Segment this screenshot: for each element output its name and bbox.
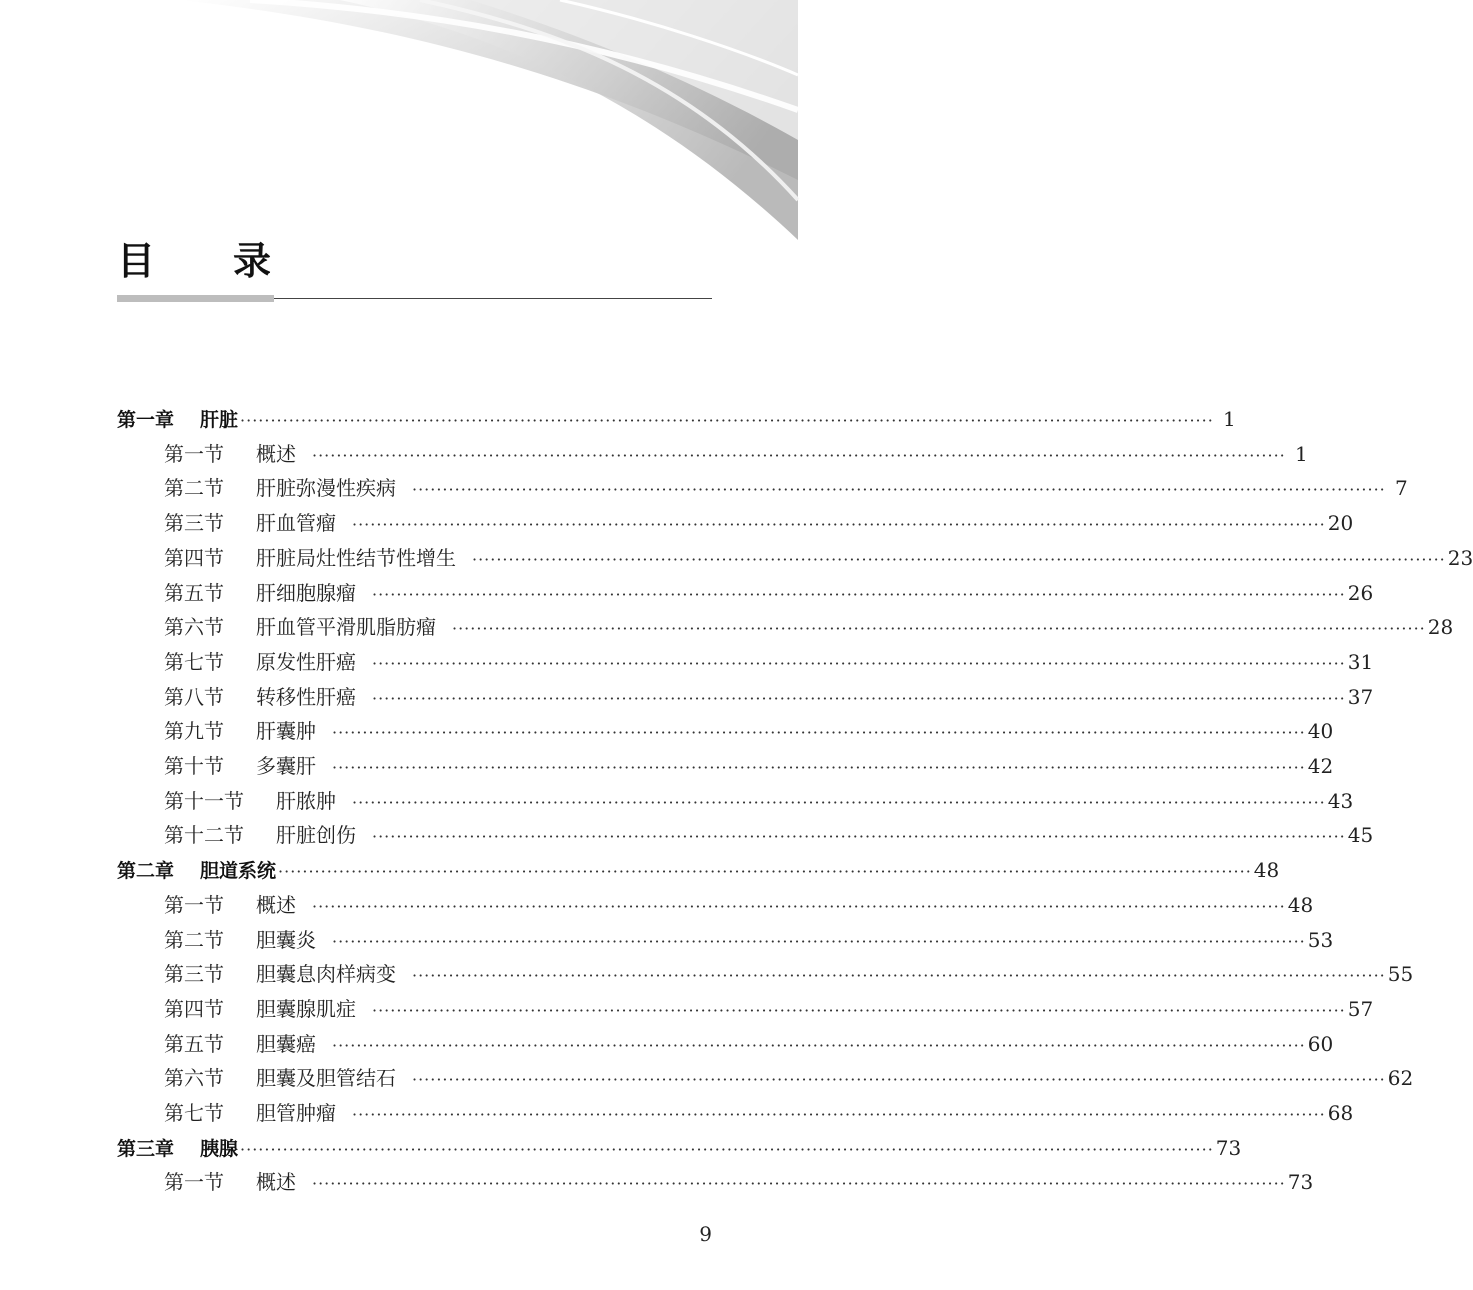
dot-leader: ································································································································································ (412, 966, 1386, 986)
toc-section-entry (164, 784, 1354, 818)
toc-section-entry (164, 645, 1374, 679)
toc-section-entry (164, 610, 1454, 644)
section-heading (164, 576, 370, 610)
toc-page-number: 48 (1287, 892, 1314, 917)
toc-page-number: 48 (1253, 858, 1280, 883)
section-title: 概述 (256, 1170, 296, 1195)
dot-leader: ································································································································································ (372, 827, 1346, 847)
toc-section-entry (164, 957, 1414, 991)
section-title: 肝血管平滑肌脂肪瘤 (256, 615, 436, 640)
toc-page-number: 31 (1347, 649, 1374, 674)
section-number: 第十二节 (164, 823, 244, 848)
toc-page-number: 37 (1347, 684, 1374, 709)
chapter-heading (117, 854, 276, 888)
section-heading (164, 818, 370, 852)
section-number: 第七节 (164, 649, 224, 674)
toc-page-number: 40 (1307, 719, 1334, 744)
section-title: 肝脏局灶性结节性增生 (256, 545, 456, 570)
section-title: 胆囊癌 (256, 1031, 316, 1056)
toc-section-entry (164, 1061, 1414, 1095)
section-heading (164, 541, 470, 575)
chapter-heading (117, 1132, 238, 1166)
dot-leader: ································································································································································ (240, 1139, 1214, 1159)
section-number: 第六节 (164, 1066, 224, 1091)
toc-page-number: 1 (1295, 441, 1308, 466)
section-number: 第三节 (164, 511, 224, 536)
toc-page-number: 62 (1387, 1066, 1414, 1091)
toc-page-number: 68 (1327, 1101, 1354, 1125)
dot-leader: ································································································································································ (332, 723, 1306, 743)
section-title: 胆囊炎 (256, 927, 316, 952)
toc-section-entry (164, 749, 1334, 783)
dot-leader: ································································································································································ (312, 445, 1286, 465)
section-number: 第四节 (164, 545, 224, 570)
section-number: 第六节 (164, 615, 224, 640)
dot-leader: ································································································································································ (332, 758, 1306, 777)
toc-section-entry (164, 714, 1334, 748)
dot-leader: ································································································································································ (372, 688, 1346, 708)
section-title: 胆囊腺肌症 (256, 996, 356, 1021)
toc-chapter-entry (117, 402, 1236, 436)
toc-page-number: 7 (1395, 476, 1408, 501)
dot-leader: ································································································································································ (332, 1035, 1306, 1055)
section-number: 第一节 (164, 892, 224, 917)
toc-section-entry (164, 576, 1374, 610)
chapter-heading (117, 403, 238, 437)
toc-page-number: 23 (1447, 545, 1473, 570)
dot-leader: ································································································································································ (352, 515, 1326, 535)
toc-section-entry (164, 471, 1408, 505)
toc-page-number: 73 (1215, 1135, 1242, 1160)
dot-leader: ································································································································································ (412, 480, 1386, 500)
dot-leader: ································································································································································ (372, 584, 1346, 604)
section-heading (164, 1096, 350, 1130)
section-title: 肝囊肿 (256, 719, 316, 744)
toc-page-number: 20 (1327, 511, 1354, 536)
section-title: 肝脓肿 (276, 788, 336, 813)
page-number: 9 (699, 1222, 712, 1246)
section-heading (164, 992, 370, 1026)
section-title: 肝血管瘤 (256, 511, 336, 536)
section-title: 胆囊及胆管结石 (256, 1066, 396, 1091)
toc-chapter-entry (117, 853, 1280, 887)
section-heading (164, 923, 330, 957)
chapter-number: 第一章 (117, 409, 175, 431)
toc-page-number: 43 (1327, 788, 1354, 813)
toc-section-entry (164, 437, 1308, 471)
section-title: 转移性肝癌 (256, 684, 356, 709)
section-title: 肝脏弥漫性疾病 (256, 476, 396, 501)
section-number: 第五节 (164, 580, 224, 605)
section-heading (164, 1061, 410, 1095)
toc-page-number: 26 (1347, 580, 1374, 605)
section-number: 第一节 (164, 441, 224, 466)
chapter-title: 肝脏 (200, 409, 239, 431)
toc-section-entry (164, 818, 1374, 852)
chapter-number: 第二章 (117, 860, 175, 883)
section-heading (164, 610, 450, 644)
section-heading (164, 749, 330, 783)
dot-leader: ································································································································································ (372, 1000, 1346, 1020)
section-heading (164, 888, 310, 922)
section-number: 第三节 (164, 962, 224, 987)
section-number: 第四节 (164, 996, 224, 1021)
section-heading (164, 1165, 310, 1199)
section-number: 第九节 (164, 719, 224, 744)
section-number: 第二节 (164, 476, 224, 501)
toc-page-number: 45 (1347, 823, 1374, 848)
section-number: 第八节 (164, 684, 224, 709)
toc-section-entry (164, 541, 1473, 575)
toc-section-entry (164, 1165, 1314, 1199)
dot-leader: ································································································································································ (240, 411, 1214, 430)
toc-section-entry (164, 992, 1374, 1026)
toc-page-number: 28 (1427, 615, 1454, 640)
section-heading (164, 957, 410, 991)
section-heading (164, 680, 370, 714)
toc-page-number: 53 (1307, 927, 1334, 952)
dot-leader: ································································································································································ (372, 653, 1346, 673)
toc-section-entry (164, 1096, 1354, 1130)
section-title: 概述 (256, 441, 296, 466)
section-title: 胆管肿瘤 (256, 1101, 336, 1125)
section-heading (164, 506, 350, 540)
toc-section-entry (164, 1027, 1334, 1061)
section-heading (164, 645, 370, 679)
section-number: 第十一节 (164, 788, 244, 813)
dot-leader: ································································································································································ (332, 931, 1306, 951)
section-title: 多囊肝 (256, 754, 316, 778)
dot-leader: ································································································································································ (452, 619, 1426, 639)
title-char: 录 (233, 239, 272, 283)
title-rule-thin (274, 298, 712, 299)
section-number: 第一节 (164, 1170, 224, 1195)
dot-leader: ································································································································································ (412, 1070, 1386, 1090)
toc-page-number: 1 (1223, 407, 1236, 431)
dot-leader: ································································································································································ (472, 549, 1446, 569)
toc-page-number: 42 (1307, 754, 1334, 778)
dot-leader: ································································································································································ (312, 896, 1286, 916)
page-title (117, 236, 272, 286)
chapter-title: 胆道系统 (200, 860, 277, 883)
toc-page-number: 57 (1347, 996, 1374, 1021)
chapter-title: 胰腺 (200, 1137, 239, 1160)
dot-leader: ································································································································································ (352, 792, 1326, 812)
toc-page-number: 60 (1307, 1031, 1334, 1056)
toc-section-entry (164, 923, 1334, 957)
dot-leader: ································································································································································ (278, 862, 1252, 882)
section-title: 肝细胞腺瘤 (256, 580, 356, 605)
dot-leader: ································································································································································ (352, 1105, 1326, 1124)
dot-leader: ································································································································································ (312, 1174, 1286, 1194)
toc-page-number: 55 (1387, 962, 1414, 987)
section-heading (164, 471, 410, 505)
chapter-number: 第三章 (117, 1137, 175, 1160)
section-title: 概述 (256, 892, 296, 917)
section-heading (164, 437, 310, 471)
section-title: 肝脏创伤 (276, 823, 356, 848)
section-heading (164, 1027, 330, 1061)
section-number: 第七节 (164, 1101, 224, 1125)
section-title: 胆囊息肉样病变 (256, 962, 396, 987)
section-heading (164, 784, 350, 818)
toc-page-number: 73 (1287, 1170, 1314, 1195)
toc-section-entry (164, 888, 1314, 922)
section-number: 第五节 (164, 1031, 224, 1056)
title-char: 目 (117, 239, 156, 283)
section-title: 原发性肝癌 (256, 649, 356, 674)
section-heading (164, 714, 330, 748)
title-rule-thick (117, 295, 274, 302)
section-number: 第二节 (164, 927, 224, 952)
section-number: 第十节 (164, 754, 224, 778)
toc-section-entry (164, 506, 1354, 540)
decorative-swoosh (0, 0, 798, 260)
toc-section-entry (164, 680, 1374, 714)
toc-chapter-entry (117, 1131, 1242, 1165)
